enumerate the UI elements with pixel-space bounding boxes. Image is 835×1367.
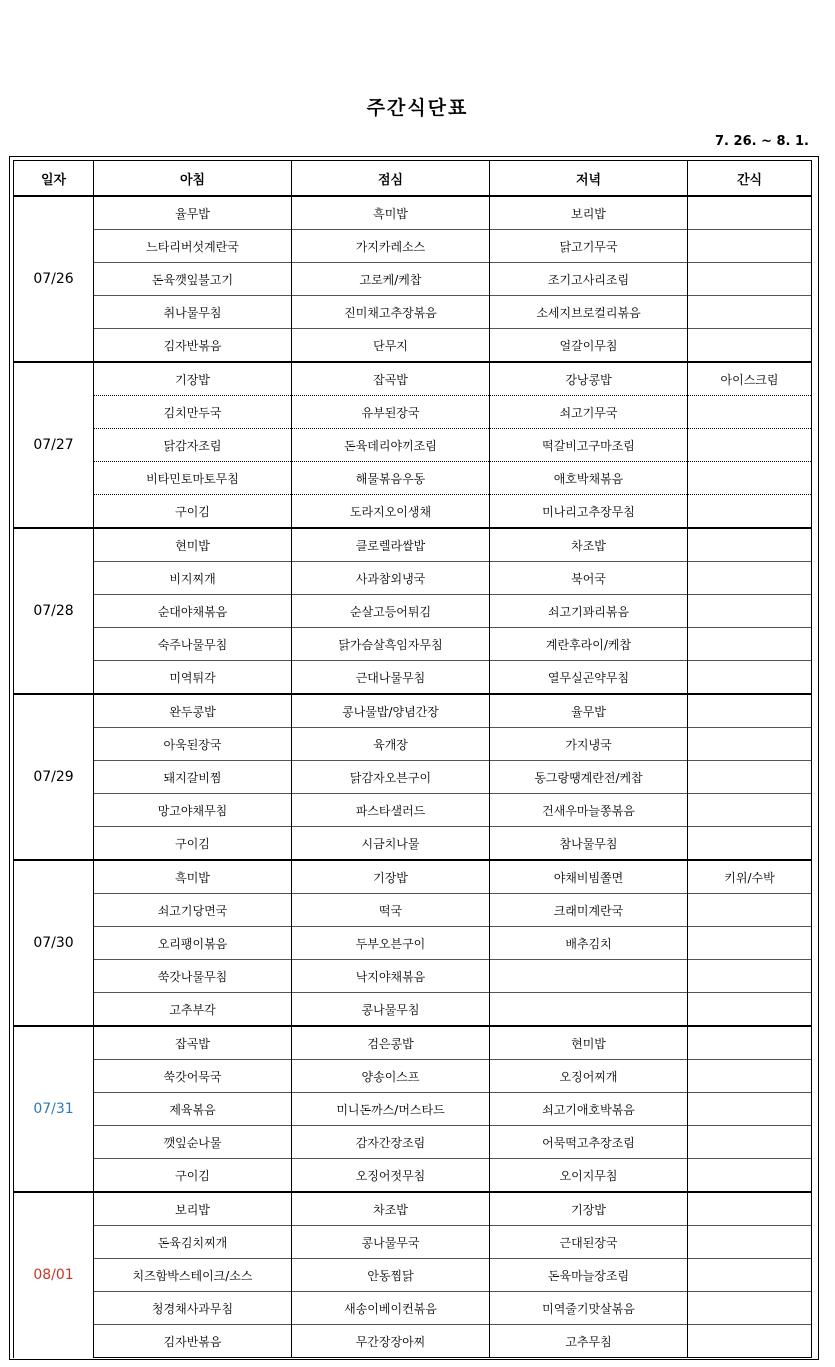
breakfast-item: 돈육김치찌개 xyxy=(94,1226,292,1259)
dinner-item: 참나물무침 xyxy=(490,827,688,861)
breakfast-item: 쑥갓나물무침 xyxy=(94,960,292,993)
breakfast-item: 망고야채무침 xyxy=(94,794,292,827)
breakfast-item: 비지찌개 xyxy=(94,562,292,595)
dinner-item: 강낭콩밥 xyxy=(490,362,688,396)
breakfast-item: 쑥갓어묵국 xyxy=(94,1060,292,1093)
snack-item xyxy=(688,761,812,794)
dinner-item: 근대된장국 xyxy=(490,1226,688,1259)
lunch-item: 가지카레소스 xyxy=(292,230,490,263)
snack-item xyxy=(688,1325,812,1358)
snack-item xyxy=(688,1192,812,1226)
breakfast-item: 완두콩밥 xyxy=(94,694,292,728)
dinner-item: 쇠고기꽈리볶음 xyxy=(490,595,688,628)
lunch-item: 차조밥 xyxy=(292,1192,490,1226)
snack-item xyxy=(688,728,812,761)
lunch-item: 떡국 xyxy=(292,894,490,927)
header-snack: 간식 xyxy=(688,161,812,197)
breakfast-item: 비타민토마토무침 xyxy=(94,462,292,495)
dinner-item: 동그랑땡계란전/케찹 xyxy=(490,761,688,794)
breakfast-item: 돼지갈비찜 xyxy=(94,761,292,794)
snack-item xyxy=(688,495,812,529)
date-cell: 07/28 xyxy=(14,528,94,694)
table-row xyxy=(14,230,812,263)
breakfast-item: 김치만두국 xyxy=(94,396,292,429)
snack-item xyxy=(688,429,812,462)
breakfast-item: 흑미밥 xyxy=(94,860,292,894)
lunch-item: 파스타샐러드 xyxy=(292,794,490,827)
table-row xyxy=(14,1159,812,1193)
lunch-item: 진미채고추장볶음 xyxy=(292,296,490,329)
day-group xyxy=(14,694,812,860)
table-row xyxy=(14,827,812,861)
table-row xyxy=(14,1093,812,1126)
dinner-item: 얼갈이무침 xyxy=(490,329,688,363)
dinner-item: 소세지브로컬리볶음 xyxy=(490,296,688,329)
table-row xyxy=(14,894,812,927)
table-row xyxy=(14,960,812,993)
snack-item xyxy=(688,1159,812,1193)
lunch-item: 유부된장국 xyxy=(292,396,490,429)
snack-item xyxy=(688,960,812,993)
table-row xyxy=(14,728,812,761)
lunch-item: 양송이스프 xyxy=(292,1060,490,1093)
breakfast-item: 순대야채볶음 xyxy=(94,595,292,628)
breakfast-item: 김자반볶음 xyxy=(94,329,292,363)
day-group xyxy=(14,1026,812,1192)
snack-item xyxy=(688,462,812,495)
lunch-item: 무간장장아찌 xyxy=(292,1325,490,1358)
snack-item xyxy=(688,1126,812,1159)
table-row xyxy=(14,263,812,296)
dinner-item: 고추무침 xyxy=(490,1325,688,1358)
dinner-item: 배추김치 xyxy=(490,927,688,960)
table-row xyxy=(14,462,812,495)
dinner-item: 떡갈비고구마조림 xyxy=(490,429,688,462)
breakfast-item: 아욱된장국 xyxy=(94,728,292,761)
table-row xyxy=(14,528,812,562)
date-cell: 07/30 xyxy=(14,860,94,1026)
breakfast-item: 고추부각 xyxy=(94,993,292,1027)
breakfast-item: 쇠고기당면국 xyxy=(94,894,292,927)
weekly-menu-table xyxy=(13,160,812,1358)
lunch-item: 해물볶음우동 xyxy=(292,462,490,495)
lunch-item: 새송이베이컨볶음 xyxy=(292,1292,490,1325)
table-row xyxy=(14,761,812,794)
dinner-item: 오이지무침 xyxy=(490,1159,688,1193)
table-row xyxy=(14,196,812,230)
dinner-item: 계란후라이/케찹 xyxy=(490,628,688,661)
snack-item xyxy=(688,1093,812,1126)
dinner-item: 건새우마늘쫑볶음 xyxy=(490,794,688,827)
dinner-item: 조기고사리조림 xyxy=(490,263,688,296)
snack-item xyxy=(688,661,812,695)
lunch-item: 시금치나물 xyxy=(292,827,490,861)
breakfast-item: 숙주나물무침 xyxy=(94,628,292,661)
day-group xyxy=(14,528,812,694)
table-row xyxy=(14,396,812,429)
date-cell: 08/01 xyxy=(14,1192,94,1358)
date-cell: 07/27 xyxy=(14,362,94,528)
dinner-item xyxy=(490,993,688,1027)
dinner-item: 현미밥 xyxy=(490,1026,688,1060)
snack-item xyxy=(688,1259,812,1292)
date-cell: 07/29 xyxy=(14,694,94,860)
lunch-item: 콩나물밥/양념간장 xyxy=(292,694,490,728)
lunch-item: 돈육데리야끼조림 xyxy=(292,429,490,462)
lunch-item: 미니돈까스/머스타드 xyxy=(292,1093,490,1126)
header-day: 일자 xyxy=(14,161,94,197)
table-row xyxy=(14,661,812,695)
dinner-item xyxy=(490,960,688,993)
lunch-item: 오징어젓무침 xyxy=(292,1159,490,1193)
snack-item xyxy=(688,894,812,927)
breakfast-item: 구이김 xyxy=(94,1159,292,1193)
lunch-item: 안동찜닭 xyxy=(292,1259,490,1292)
date-range: 7. 26. ~ 8. 1. xyxy=(715,134,809,149)
dinner-item: 열무실곤약무침 xyxy=(490,661,688,695)
snack-item xyxy=(688,794,812,827)
header-row xyxy=(14,161,812,197)
lunch-item: 두부오븐구이 xyxy=(292,927,490,960)
snack-item: 키위/수박 xyxy=(688,860,812,894)
day-group xyxy=(14,860,812,1026)
breakfast-item: 돈육깻잎불고기 xyxy=(94,263,292,296)
breakfast-item: 느타리버섯계란국 xyxy=(94,230,292,263)
lunch-item: 검은콩밥 xyxy=(292,1026,490,1060)
table-row xyxy=(14,860,812,894)
page-title: 주간식단표 xyxy=(366,97,469,119)
header-dinner: 저녁 xyxy=(490,161,688,197)
lunch-item: 사과참외냉국 xyxy=(292,562,490,595)
breakfast-item: 치즈함박스테이크/소스 xyxy=(94,1259,292,1292)
lunch-item: 클로렐라쌀밥 xyxy=(292,528,490,562)
lunch-item: 콩나물무침 xyxy=(292,993,490,1027)
dinner-item: 돈육마늘장조림 xyxy=(490,1259,688,1292)
breakfast-item: 제육볶음 xyxy=(94,1093,292,1126)
table-row xyxy=(14,1060,812,1093)
dinner-item: 가지냉국 xyxy=(490,728,688,761)
lunch-item: 잡곡밥 xyxy=(292,362,490,396)
snack-item xyxy=(688,263,812,296)
table-row xyxy=(14,595,812,628)
snack-item xyxy=(688,230,812,263)
breakfast-item: 오리팽이볶음 xyxy=(94,927,292,960)
lunch-item: 고로케/케찹 xyxy=(292,263,490,296)
dinner-item: 어묵떡고추장조림 xyxy=(490,1126,688,1159)
lunch-item: 순살고등어튀김 xyxy=(292,595,490,628)
snack-item xyxy=(688,562,812,595)
table-row xyxy=(14,562,812,595)
snack-item xyxy=(688,1292,812,1325)
table-row xyxy=(14,495,812,529)
table-row xyxy=(14,1226,812,1259)
dinner-item: 닭고기무국 xyxy=(490,230,688,263)
lunch-item: 도라지오이생채 xyxy=(292,495,490,529)
snack-item xyxy=(688,329,812,363)
lunch-item: 닭가슴살흑임자무침 xyxy=(292,628,490,661)
lunch-item: 흑미밥 xyxy=(292,196,490,230)
lunch-item: 콩나물무국 xyxy=(292,1226,490,1259)
breakfast-item: 김자반볶음 xyxy=(94,1325,292,1358)
dinner-item: 율무밥 xyxy=(490,694,688,728)
table-row xyxy=(14,296,812,329)
lunch-item: 기장밥 xyxy=(292,860,490,894)
dinner-item: 기장밥 xyxy=(490,1192,688,1226)
breakfast-item: 닭감자조림 xyxy=(94,429,292,462)
lunch-item: 육개장 xyxy=(292,728,490,761)
table-row xyxy=(14,1325,812,1358)
breakfast-item: 보리밥 xyxy=(94,1192,292,1226)
snack-item xyxy=(688,296,812,329)
dinner-item: 보리밥 xyxy=(490,196,688,230)
table-row xyxy=(14,362,812,396)
breakfast-item: 잡곡밥 xyxy=(94,1026,292,1060)
lunch-item: 낙지야채볶음 xyxy=(292,960,490,993)
breakfast-item: 기장밥 xyxy=(94,362,292,396)
breakfast-item: 깻잎순나물 xyxy=(94,1126,292,1159)
table-row xyxy=(14,1126,812,1159)
breakfast-item: 현미밥 xyxy=(94,528,292,562)
dinner-item: 차조밥 xyxy=(490,528,688,562)
breakfast-item: 구이김 xyxy=(94,495,292,529)
table-row xyxy=(14,429,812,462)
snack-item xyxy=(688,694,812,728)
dinner-item: 오징어찌개 xyxy=(490,1060,688,1093)
dinner-item: 크래미계란국 xyxy=(490,894,688,927)
lunch-item: 근대나물무침 xyxy=(292,661,490,695)
header-breakfast: 아침 xyxy=(94,161,292,197)
snack-item xyxy=(688,993,812,1027)
snack-item xyxy=(688,528,812,562)
lunch-item: 단무지 xyxy=(292,329,490,363)
table-row xyxy=(14,993,812,1027)
table-row xyxy=(14,1192,812,1226)
snack-item xyxy=(688,827,812,861)
snack-item xyxy=(688,196,812,230)
table-row xyxy=(14,628,812,661)
table-row xyxy=(14,927,812,960)
breakfast-item: 청경채사과무침 xyxy=(94,1292,292,1325)
breakfast-item: 구이김 xyxy=(94,827,292,861)
dinner-item: 쇠고기애호박볶음 xyxy=(490,1093,688,1126)
breakfast-item: 미역튀각 xyxy=(94,661,292,695)
day-group xyxy=(14,362,812,528)
table-row xyxy=(14,329,812,363)
snack-item xyxy=(688,1060,812,1093)
day-group xyxy=(14,196,812,362)
dinner-item: 야채비빔쫄면 xyxy=(490,860,688,894)
dinner-item: 애호박채볶음 xyxy=(490,462,688,495)
snack-item xyxy=(688,1026,812,1060)
date-cell: 07/31 xyxy=(14,1026,94,1192)
dinner-item: 미나리고추장무침 xyxy=(490,495,688,529)
table-row xyxy=(14,1292,812,1325)
header-lunch: 점심 xyxy=(292,161,490,197)
dinner-item: 미역줄기맛살볶음 xyxy=(490,1292,688,1325)
breakfast-item: 취나물무침 xyxy=(94,296,292,329)
table-row xyxy=(14,1259,812,1292)
snack-item xyxy=(688,1226,812,1259)
table-row xyxy=(14,1026,812,1060)
dinner-item: 북어국 xyxy=(490,562,688,595)
lunch-item: 닭감자오븐구이 xyxy=(292,761,490,794)
snack-item xyxy=(688,595,812,628)
snack-item xyxy=(688,927,812,960)
snack-item: 아이스크림 xyxy=(688,362,812,396)
table-row xyxy=(14,694,812,728)
date-cell: 07/26 xyxy=(14,196,94,362)
snack-item xyxy=(688,628,812,661)
lunch-item: 감자간장조림 xyxy=(292,1126,490,1159)
day-group xyxy=(14,1192,812,1358)
breakfast-item: 율무밥 xyxy=(94,196,292,230)
dinner-item: 쇠고기무국 xyxy=(490,396,688,429)
table-row xyxy=(14,794,812,827)
snack-item xyxy=(688,396,812,429)
